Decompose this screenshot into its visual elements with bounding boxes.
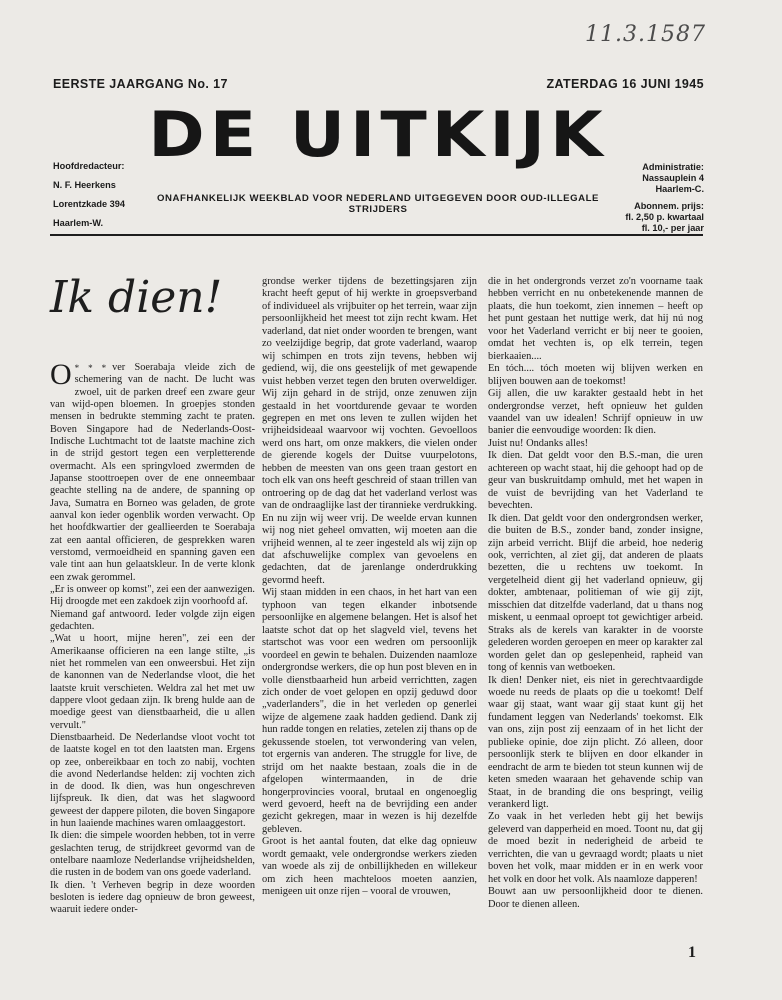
article-headline: Ik dien!: [50, 272, 223, 323]
article-column-3: die in het ondergronds verzet zo'n voorname taak hebben verricht en nu onbetekenende mannen de plaats, die hun toekomt, zien innemen – heeft op het punt gestaan het nuttige werk, dat hij nú nog voor het Vaderland verricht er bij neer te gooien, omdat het vechten is, op elk terrein, tegen bierkaaien.... En tóch.... tóch moeten wij blijven werken en blijven bouwen aan de toekomst! Gij allen, die uw karakter gestaald hebt in het ondergrondse verzet, heft opnieuw het gulden vaandel van uw idealen! Schrijf opnieuw in uw banier die eenvoudige woorden: Ik dien. Juist nu! Ondanks alles! Ik dien. Dat geldt voor den B.S.-man, die uren achtereen op wacht staat, hij die gehoopt had op de geur van buskruitdamp omhuld, met het wapen in de vuist de bevrijding van het Vaderland te bevechten. Ik dien. Dat geldt voor den ondergrondsen werker, die buiten de B.S., zonder band, zonder insigne, zijn arbeid verricht. Blijf die arbeid, hoe nederig ook, verrichten, al ziet gij, dat anderen de plaats bezetten, die u rechtens uw toekomt. In vergetelheid dient gij het vaderland opnieuw, gij dokter, ambtenaar, politieman of wie gij zijt, misschien dat ditzelfde vaderland, dat u thans nog miskent, u eenmaal oproept tot gewichtiger arbeid. Straks als de kerels van karakter in de voorste gelederen worden geroepen en meer op karakter zal worden gelet dan op geslepenheid, rapheid van tong of kennis van wetboeken. Ik dien! Denker niet, eis niet in gerechtvaardigde woede nu reeds de plaats op die u toekomt! Delf waar gij staat, want waar gij staat kunt gij het fundament leggen van Nederlands' toekomst. Elk van ons, zijn post zij eenzaam of in het licht der publieke opinie, doe zijn plicht. Zó alleen, door persoonlijk sterk te blijven en door elkander in eendracht de arm te bieden tot steun kunnen wij de keten smeden waaraan het gehavende schip van Staat, in de branding die ons bespringt, veilig verankerd ligt. Zo vaak in het verleden hebt gij het bewijs geleverd van dapperheid en moed. Toont nu, dat gij de moed bezit in nederigheid de arbeid te verrichten, die van u gevraagd wordt; plaats u niet boven het volk, maar midden er in en werk voor het volk en door het volk. Als naamloze dapperen! Bouwt aan uw persoonlijkheid door te dienen. Door te dienen alleen.: [488, 276, 703, 910]
masthead-subtitle: ONAFHANKELIJK WEEKBLAD VOOR NEDERLAND UITGEGEVEN DOOR OUD-ILLEGALE STRIJDERS: [157, 193, 599, 215]
subscription-yearly: fl. 10,- per jaar: [641, 223, 704, 233]
issue-date: ZATERDAG 16 JUNI 1945: [546, 77, 704, 91]
administration-info: [625, 162, 704, 234]
handwritten-annotation: 11.3.1587: [585, 22, 706, 47]
subscription-quarterly: fl. 2,50 p. kwartaal: [625, 212, 704, 222]
volume-issue: EERSTE JAARGANG No. 17: [53, 77, 228, 91]
editor-label: Hoofdredacteur:: [53, 161, 125, 171]
header-divider: [50, 234, 703, 236]
editor-name: N. F. Heerkens: [53, 180, 116, 190]
page-number: 1: [688, 944, 696, 961]
drop-cap: O: [50, 358, 72, 391]
column-1-text: ver Soerabaja vleide zich de schemering van de nacht. De lucht was zwoel, uit de parken dreef een zware geur van wijd-open bloemen. In groepjes stonden mensen in bedrukte stemming zacht te praten. Boven Singapore had de Nederlands-Oost-Indische Luchtmacht tot de laatste machine zich in de strijd gestort tegen een verpletterende overmacht. Als een springvloed zwermden de Japanse stoottroepen over de ene onneembaar geachte stelling na de andere, de spanning op Java, Sumatra en Borneo was geladen, de grote aanval kon ieder ogenblik worden verwacht. Op het hoofdkwartier der geallieerden te Soerabaja zat een aantal officieren, de gesprekken waren verstomd, vermoeidheid en spanning gaven een vale tint aan hun gelaatskleur. In de verte klonk een zwak gerommel. „Er is onweer op komst", zei een der aanwezigen. Hij droogde met een zakdoek zijn voorhoofd af. Niemand gaf antwoord. Ieder volgde zijn eigen gedachten. „Wat u hoort, mijne heren", zei een der Amerikaanse officieren na een lange stilte, „is niet het rommelen van een onweersbui. Het zijn de kanonnen van de Nederlandse vloot, die het laatste kruit verschieten. Weldra zal het met uw dappere vloot gedaan zijn. Ik breng hulde aan de moedige geest van dienstbaarheid, die u allen vervult." Dienstbaarheid. De Nederlandse vloot vocht tot de laatste kogel en tot den laatsten man. Ergens op zee, onbereikbaar en toch zo nabij, vochten die avond Nederlandse helden: zij vochten zich in de dood. Ik dien, was hun ongeschreven lijfspreuk. Ik dien, dat was het slagwoord geweest der dappere piloten, die boven Singapore in hun laaiende machines waren omlaaggestort. Ik dien: die simpele woorden hebben, tot in verre geslachten terug, de strijdkreet gevormd van de ontelbare naamloze Nederlandse vrijheidshelden, die rusten in de bodem van ons goede vaderland. Ik dien. 't Verheven begrip in deze woorden besloten is iedere dag opnieuw de bron geweest, waaruit iedere onder-: [50, 362, 256, 916]
editor-info: [53, 157, 125, 233]
admin-city: Haarlem-C.: [655, 184, 704, 194]
section-stars: * * *: [74, 363, 107, 373]
editor-city: Haarlem-W.: [53, 218, 104, 228]
admin-label: Administratie:: [642, 162, 704, 172]
article-column-2: grondse werker tijdens de bezettingsjaren zijn kracht heeft geput of hij werkte in groepsverband of individueel als vrijbuiter op het terrein, waar zijn persoonlijkheid het meest tot zijn recht kwam. Het vaderland, dat niet onder woorden te brengen, want zo veelzijdige begrip, dat grote vaderland, waarop wij schimpen en trots zijn tevens, hebben wij gediend, wij, die ons geestelijk of met gewapende vuist hebben verzet tegen den bruten overweldiger. Wij zijn gehard in de strijd, onze zenuwen zijn gestaald in het voortdurende gevaar te worden gegrepen en met ons leven te zullen wijden het vrijheidsideaal waarvoor wij vochten. Gevoelloos werd ons hart, om onze makkers, die vielen onder de gierende kogels der Duitse vuurpelotons, hebben de meesten van ons geen traan gestort en toch elk van ons heeft geschreid of staan trillen van ontroering op de dag dat het vaderland verlost was van de ondraaglijke last der tirannieke verdrukking. En nu zijn wij weer vrij. De weelde ervan kunnen wij nog niet geheel omvatten, wij moeten aan die vrijheid wennen, al te zeer ingesteld als wij zijn op dat afschuwelijke complex van gevoelens en gedachten, dat de jarenlange onderdrukking gevormd heeft. Wij staan midden in een chaos, in het hart van een typhoon van tegen elkander inbotsende persoonlijke en algemene belangen. Het is alsof het laatste schot dat op het slagveld viel, tevens het startschot was voor een wedren om persoonlijk voordeel en gewin te behalen. Duizenden naamloze ondergrondse werkers, die op hun post bleven en in volle dienstbaarheid hun arbeid verrichtten, zagen zich onder de voet gelopen en opzij geduwd door „vaderlanders", die in het verleden op generlei wijze de algemene zaak hadden gediend. Dank zij hun radde tongen en relaties, zetelen zij thans op de gekussende stoelen, tot verwondering van velen, tot ergernis van anderen. The struggle for live, de strijd om het naakte bestaan, zoals die in de afgelopen wintermaanden, in de drie hongerprovincies vooral, brutaal en ongenoeglig werd gevoerd, heeft na de bevrijding een ander gezicht gekregen, maar in wezen is hij dezelfde gebleven. Groot is het aantal fouten, dat elke dag opnieuw wordt gemaakt, vele ondergrondse werkers zieden van woede als zij de onbillijkheden en willekeur om zich heen machteloos moeten aanzien, menigeen uit onze rijen – vooral de vrouwen,: [262, 276, 477, 898]
admin-street: Nassauplein 4: [642, 173, 704, 183]
editor-street: Lorentzkade 394: [53, 199, 125, 209]
masthead-title: DE UITKIJK: [148, 99, 608, 172]
subscription-label: Abonnem. prijs:: [634, 201, 704, 211]
article-column-1: [50, 358, 256, 917]
